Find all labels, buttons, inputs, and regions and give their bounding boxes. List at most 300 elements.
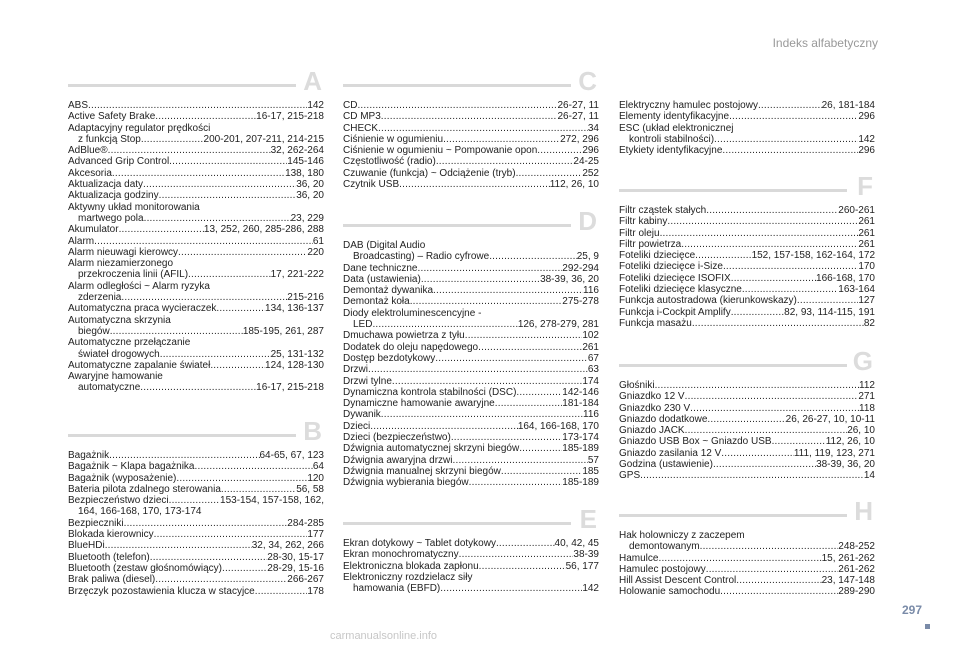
dot-leader [143,179,296,190]
entry-pages: 38-39, 36, 20 [540,273,599,285]
index-entry [343,477,599,488]
entry-pages: 296 [582,145,599,157]
entry-pages: 134, 136-137 [265,303,324,315]
entry-term: Alarm niezamierzonego [68,258,174,270]
entry-pages: 261 [582,341,599,353]
section-header [343,504,599,538]
dot-leader [381,409,583,420]
entry-pages: 152, 157-158, 162-164, 172 [751,250,875,262]
dot-leader [685,391,859,402]
entry-pages: 57 [587,454,599,466]
dot-leader [742,284,838,295]
entry-term: Alarm [68,235,95,247]
index-entry [343,111,599,122]
index-entry [619,284,875,295]
entry-term: Gniazdo USB Box ~ Gniazdo USB [619,436,772,448]
dot-leader [706,564,839,575]
entry-term: Automatyczna skrzynia [68,314,171,326]
entry-pages: 64 [312,461,324,473]
index-entry [68,247,324,258]
entry-pages: 261-262 [838,563,875,575]
entry-term: Ekran monochromatyczny [343,549,459,561]
section-header [619,496,875,530]
section-divider [343,522,571,525]
section-divider [68,84,296,87]
entry-term: Dmuchawa powietrza z tyłu [343,330,465,342]
dot-leader [443,134,560,145]
entry-pages: 174 [582,375,599,387]
dot-leader [451,432,562,443]
entry-pages: 248-252 [838,541,875,553]
section-e-continued [619,100,875,156]
entry-pages: 185-195, 261, 287 [242,325,324,337]
entry-term: GPS [619,470,641,482]
entry-term: Adaptacyjny regulator prędkości [68,122,211,134]
entry-term: Foteliki dziecięce i-Size [619,261,723,273]
entry-term: Bagażnik [68,450,110,461]
entry-term: Foteliki dziecięce [619,250,696,262]
entry-pages: 61 [312,235,324,247]
entry-term-continued: świateł drogowych [78,348,160,360]
section-divider [343,84,571,87]
section-letter: G [852,346,873,376]
dot-leader [736,575,821,586]
entry-pages: 38-39 [573,549,599,561]
entry-term: Hamulce [619,552,659,564]
entry-term: Dodatek do oleju napędowego [343,341,479,353]
entry-pages: 28-29, 15-16 [267,562,324,574]
dot-leader [370,421,518,432]
entry-term: CD MP3 [343,111,381,123]
index-entry [343,342,599,353]
dot-leader [640,470,864,481]
entry-pages: 163-164 [838,284,875,296]
dot-leader [479,561,566,572]
entry-pages: 40, 42, 45 [554,538,599,549]
section-header [343,206,599,240]
index-entry [68,484,324,495]
entry-pages: 145-146 [287,156,324,168]
dot-leader [707,414,785,425]
dot-leader [772,436,826,447]
index-entry [619,205,875,216]
dot-leader [469,477,563,488]
entry-term: Bateria pilota zdalnego sterowania [68,483,221,495]
index-entry [619,470,875,481]
entry-pages: 28-30, 15-17 [267,551,324,563]
entry-term: Głośniki [619,380,655,391]
entry-term: Awaryjne hamowanie [68,371,163,383]
section-divider [619,189,847,192]
dot-leader [685,425,848,436]
entry-term: Demontaż dywanika [343,285,434,297]
index-entry [343,123,599,134]
entry-term: Bluetooth (zestaw głośnomówiący) [68,562,222,574]
index-entry [343,409,599,420]
dot-leader [119,224,204,235]
index-entry [619,436,875,447]
index-entry [343,466,599,477]
entry-pages: 124, 128-130 [265,359,324,371]
entry-term: Elektryczny hamulec postojowy [619,100,758,111]
dot-leader [155,111,256,122]
section-e [343,504,599,595]
dot-leader [144,213,291,224]
entry-term-continued: automatyczne [78,382,141,394]
index-entry [68,236,324,247]
index-entry [619,414,875,425]
entry-term: Demontaż koła [343,296,410,308]
entry-term-continued: hamowania (EBFD) [353,583,441,595]
entry-pages: 25, 9 [576,251,599,263]
entry-pages: 16-17, 215-218 [256,111,324,123]
index-entry [68,495,324,518]
entry-pages: 82 [863,317,875,329]
entry-pages: 292-294 [562,262,599,274]
entry-pages: 142 [858,133,875,145]
index-entry [68,473,324,484]
dot-leader [110,326,243,337]
entry-term: Bluetooth (telefon) [68,551,150,563]
index-entry [68,540,324,551]
entry-pages: 138, 180 [285,167,324,179]
index-entry [343,353,599,364]
entry-term: Automatyczna praca wycieraczek [68,303,217,315]
entry-pages: 67 [587,352,599,364]
entry-pages: 26, 181-184 [821,100,875,111]
index-entry [68,168,324,179]
dot-leader [155,574,287,585]
section-divider [619,514,847,517]
index-entry [619,425,875,436]
entry-term: Filtr cząstek stałych [619,205,707,216]
dot-leader [731,273,816,284]
entry-pages: 260-261 [838,205,875,216]
entry-pages: 56, 58 [296,483,324,495]
entry-pages: 261 [858,216,875,228]
dot-leader [537,145,582,156]
section-header [343,66,599,100]
dot-leader [501,466,582,477]
entry-term: Blokada kierownicy [68,529,154,541]
entry-pages: 170 [858,261,875,273]
dot-leader [700,541,839,552]
entry-pages: 112, 26, 10 [825,436,875,448]
entry-term: Gniazdo dodatkowe [619,413,708,425]
dot-leader [722,145,858,156]
entry-pages: 23, 229 [290,212,324,224]
dot-leader [141,134,204,145]
dot-leader [169,495,220,506]
entry-pages: 38-39, 36, 20 [816,459,875,471]
entry-term: Aktualizacja godziny [68,190,159,202]
index-entry [68,574,324,585]
section-f [619,171,875,329]
dot-leader [692,318,864,329]
entry-term: Aktywny układ monitorowania [68,201,200,213]
entry-term: Częstotliwość (radio) [343,156,436,168]
index-entry [68,111,324,122]
entry-term: Elektroniczna blokada zapłonu [343,560,479,572]
dot-leader [150,552,268,563]
section-a [68,66,324,394]
index-entry [343,421,599,432]
index-entry [619,553,875,564]
entry-term: Funkcja masażu [619,317,692,329]
dot-leader [797,295,858,306]
index-entry [68,337,324,360]
dot-leader [381,111,558,122]
index-entry [343,100,599,111]
entry-term: CD [343,100,358,111]
dot-leader [410,296,563,307]
entry-term-continued: martwego pola [78,212,144,224]
index-entry [68,303,324,314]
index-entry [343,432,599,443]
entry-pages: 185 [582,465,599,477]
entry-pages: 266-267 [287,574,324,586]
dot-leader [433,285,583,296]
entry-pages: 116 [583,409,599,421]
dot-leader [720,586,838,597]
entry-term: Advanced Grip Control [68,156,170,168]
dot-leader [210,360,265,371]
section-header [68,416,324,450]
entry-pages: 181-184 [562,398,599,410]
dot-leader [731,307,784,318]
section-h [619,496,875,598]
entry-pages: 296 [858,111,875,123]
entry-pages: 24-25 [573,156,599,168]
dot-leader [124,518,288,529]
page-header-title: Indeks alfabetyczny [772,36,878,50]
entry-pages: 26, 26-27, 10, 10-11 [785,413,875,425]
dot-leader [109,450,259,461]
index-entry [619,448,875,459]
dot-leader [392,376,582,387]
index-entry [68,190,324,201]
index-entry [343,398,599,409]
entry-term: Czuwanie (funkcja) ~ Odciążenie (tryb) [343,167,516,179]
index-entry [619,307,875,318]
entry-pages: 56, 177 [565,560,599,572]
index-entry [619,228,875,239]
entry-term: Ciśnienie w ogumieniu ~ Pompowanie opon [343,145,538,157]
index-entry [343,274,599,285]
entry-term: Funkcja i-Cockpit Amplify [619,306,731,318]
entry-pages: 296 [858,145,875,157]
entry-term: Godzina (ustawienie) [619,459,713,471]
entry-pages: 142-146 [562,386,599,398]
index-entry [619,586,875,597]
section-d [343,206,599,489]
entry-pages: 17, 221-222 [270,269,324,281]
dot-leader [516,387,562,398]
entry-term: Gniazdo JACK [619,425,685,437]
index-entry [619,530,875,553]
dot-leader [478,342,582,353]
entry-term: Dynamiczne hamowanie awaryjne [343,398,495,410]
dot-leader [160,349,271,360]
entry-pages: 164, 166-168, 170 [517,420,599,432]
entry-pages: 13, 252, 260, 285-286, 288 [203,224,324,236]
index-entry [68,461,324,472]
entry-term: Hill Assist Descent Control [619,575,737,587]
dot-leader [452,455,587,466]
entry-pages: 64-65, 67, 123 [259,450,324,461]
index-entry [343,387,599,398]
dot-leader [496,538,555,549]
index-entry [619,318,875,329]
entry-pages: 26-27, 11 [557,100,599,111]
index-entry [619,145,875,156]
dot-leader [194,461,312,472]
entry-term: Brak paliwa (diesel) [68,574,156,586]
entry-term: Bagażnik ~ Klapa bagażnika [68,461,195,473]
index-entry [619,459,875,470]
entry-pages: 166-168, 170 [816,272,875,284]
entry-pages: 112, 26, 10 [549,179,599,191]
entry-term: Alarm odległości ~ Alarm ryzyka [68,280,210,292]
index-entry [619,295,875,306]
entry-term: Hak holowniczy z zaczepem [619,530,745,541]
entry-pages: 261 [858,238,875,250]
entry-term: Drzwi tylne [343,375,392,387]
entry-pages: 15, 261-262 [821,552,875,564]
entry-term: Filtr oleju [619,227,660,239]
entry-term: Dzieci (bezpieczeństwo) [343,432,451,444]
dot-leader [112,168,285,179]
section-letter: A [303,66,322,96]
index-entry [343,145,599,156]
index-entry [619,564,875,575]
index-entry [68,529,324,540]
entry-term: Czytnik USB [343,179,400,191]
index-entry [68,315,324,338]
dot-leader [495,398,563,409]
section-header [619,171,875,205]
entry-term: Aktualizacja daty [68,179,144,191]
index-entry [68,552,324,563]
entry-term: Etykiety identyfikacyjne [619,145,723,157]
section-header [68,66,324,100]
entry-term: Elektroniczny rozdzielacz siły [343,571,473,583]
index-entry [343,330,599,341]
index-entry [68,360,324,371]
entry-pages: 126, 278-279, 281 [517,319,599,331]
dot-leader [88,100,307,111]
dot-leader [729,111,858,122]
section-letter: H [854,496,873,526]
entry-pages: 25, 131-132 [270,348,324,360]
entry-term: BlueHDi [68,540,105,552]
entry-pages: 32, 34, 262, 266 [251,540,324,552]
dot-leader [714,134,858,145]
index-entry [343,308,599,331]
index-entry [343,168,599,179]
entry-term: ABS [68,100,89,111]
entry-pages: 142 [582,583,599,595]
entry-pages: 142 [307,100,324,111]
section-divider [343,224,571,227]
index-entry [619,239,875,250]
entry-pages: 275-278 [562,296,599,308]
index-entry [68,371,324,394]
dot-leader [695,250,751,261]
entry-pages: 178 [307,585,324,597]
dot-leader [221,484,296,495]
entry-pages: 120 [307,472,324,484]
entry-term: Gniazdko 230 V [619,402,691,414]
index-entry [343,561,599,572]
entry-pages: 36, 20 [296,179,324,191]
index-entry [68,258,324,281]
dot-leader [108,145,271,156]
dot-leader [658,553,821,564]
entry-term: Drzwi [343,364,368,376]
section-header [619,346,875,380]
dot-leader [357,100,557,111]
page-number: 297 [901,603,922,617]
section-c [343,66,599,191]
dot-leader [660,228,859,239]
index-entry [343,572,599,595]
dot-leader [459,549,574,560]
section-letter: F [857,171,873,201]
entry-term: Dostęp bezdotykowy [343,352,436,364]
entry-pages: 185-189 [562,477,599,489]
entry-term: Filtr powietrza [619,238,682,250]
entry-pages: 252 [582,167,599,179]
entry-pages: 23, 147-148 [821,575,875,587]
entry-pages: 82, 93, 114-115, 191 [784,306,875,318]
index-entry [343,364,599,375]
entry-term: Dane techniczne [343,262,418,274]
entry-pages-continued: 164, 166-168, 170, 173-174 [78,506,202,518]
entry-pages: 16-17, 215-218 [256,382,324,394]
entry-pages: 289-290 [838,586,875,598]
dot-leader [516,168,583,179]
entry-term: Dźwignia awaryjna drzwi [343,454,453,466]
index-entry [619,100,875,111]
section-letter: C [578,66,597,96]
dot-leader [723,261,858,272]
entry-term: Dźwignia wybierania biegów [343,477,469,489]
index-entry [343,376,599,387]
index-entry [343,455,599,466]
entry-term: Filtr kabiny [619,216,668,228]
index-entry [68,281,324,304]
entry-pages: 284-285 [287,517,324,529]
entry-term-continued: biegów [78,325,110,337]
section-b [68,416,324,597]
index-entry [343,240,599,263]
index-entry [343,443,599,454]
entry-term: Diody elektroluminescencyjne - [343,307,482,319]
dot-leader [465,330,583,341]
index-entry [619,216,875,227]
entry-pages: 26, 10 [847,425,875,437]
entry-term: Data (ustawienia) [343,273,421,285]
dot-leader [436,156,574,167]
entry-term: Dynamiczna kontrola stabilności (DSC) [343,386,517,398]
section-letter: E [579,504,597,534]
index-entry [68,224,324,235]
dot-leader [706,205,838,216]
index-entry [68,518,324,529]
dot-leader [399,179,550,190]
entry-term-continued: demontowanym [629,541,700,553]
